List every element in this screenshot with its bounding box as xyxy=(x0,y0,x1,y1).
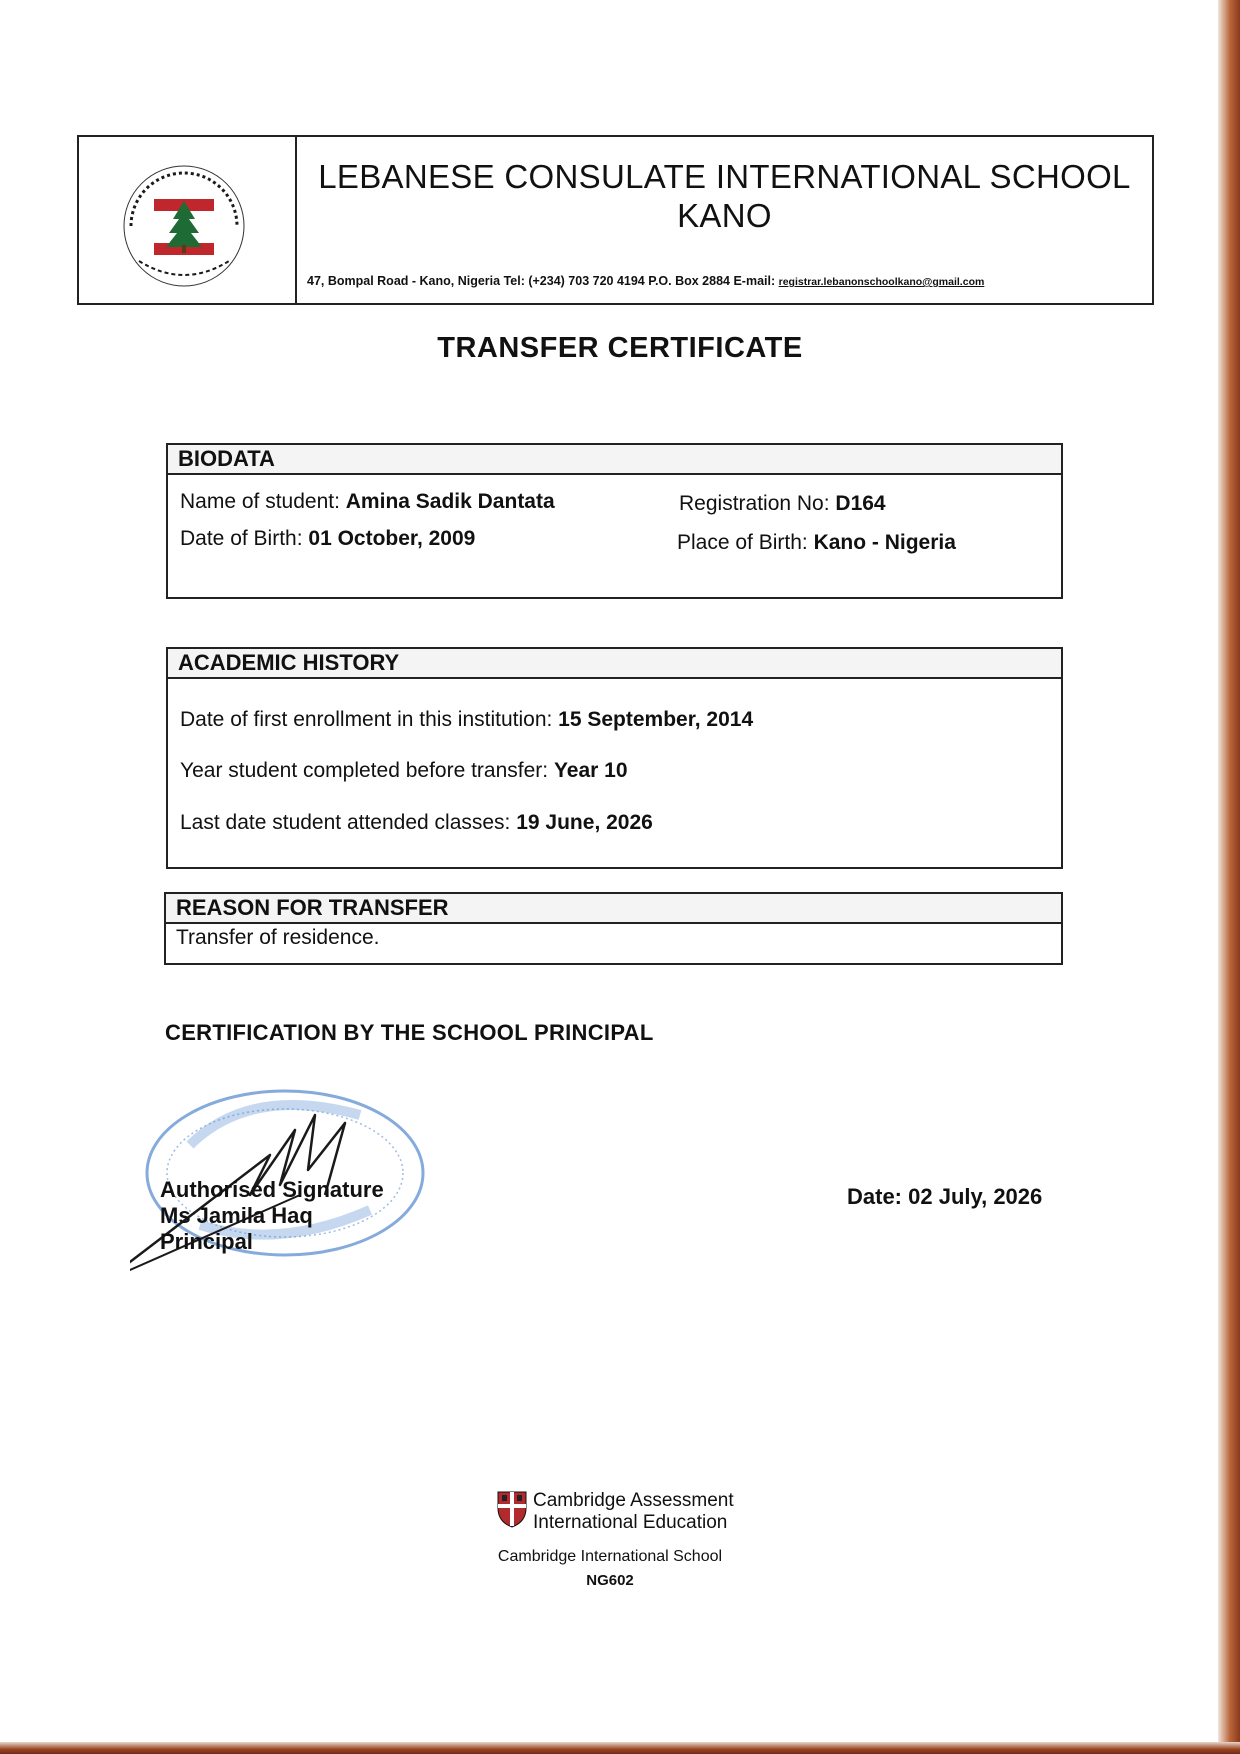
biodata-section xyxy=(166,443,1063,599)
centre-code: NG602 xyxy=(586,1572,634,1589)
document-title: TRANSFER CERTIFICATE xyxy=(437,332,803,364)
school-name-line2: KANO xyxy=(677,197,772,234)
academic-history-section xyxy=(166,647,1063,869)
place-of-birth-value: Kano - Nigeria xyxy=(813,531,956,554)
registration-field xyxy=(679,492,886,516)
letterhead xyxy=(77,135,1154,305)
reason-section xyxy=(164,892,1063,965)
address-text: 47, Bompal Road - Kano, Nigeria Tel: (+234) 703 720 4194 P.O. Box 2884 E-mail: xyxy=(307,274,779,288)
certificate-date xyxy=(847,1184,1042,1210)
reason-heading: REASON FOR TRANSFER xyxy=(166,894,1061,924)
biodata-heading: BIODATA xyxy=(168,445,1061,475)
date-of-birth-field xyxy=(180,527,475,551)
logo-cell xyxy=(79,137,297,303)
scan-edge-right xyxy=(1218,0,1240,1754)
certificate-date-label: Date: xyxy=(847,1184,909,1209)
year-completed-value: Year 10 xyxy=(553,759,628,782)
student-name-label: Name of student: xyxy=(180,490,346,513)
registration-value: D164 xyxy=(835,492,886,515)
school-title-cell xyxy=(297,137,1152,303)
cambridge-shield-icon xyxy=(496,1490,528,1528)
last-attended-value: 19 June, 2026 xyxy=(516,811,653,834)
last-attended-field xyxy=(180,811,653,835)
date-of-birth-label: Date of Birth: xyxy=(180,527,309,550)
student-name-field xyxy=(180,490,555,514)
certification-heading: CERTIFICATION BY THE SCHOOL PRINCIPAL xyxy=(165,1020,654,1045)
principal-title: Principal xyxy=(160,1229,253,1254)
enrollment-date-label: Date of first enrollment in this institution: xyxy=(180,708,559,731)
scan-edge-bottom xyxy=(0,1742,1240,1754)
certificate-date-value: 02 July, 2026 xyxy=(908,1184,1043,1209)
year-completed-label: Year student completed before transfer: xyxy=(180,759,554,782)
student-name-value: Amina Sadik Dantata xyxy=(345,490,555,513)
year-completed-field xyxy=(180,759,628,783)
cambridge-school-type: Cambridge International School xyxy=(497,1548,723,1565)
academic-history-heading: ACADEMIC HISTORY xyxy=(168,649,1061,679)
school-name xyxy=(297,157,1152,235)
place-of-birth-label: Place of Birth: xyxy=(677,531,814,554)
registration-label: Registration No: xyxy=(679,492,836,515)
date-of-birth-value: 01 October, 2009 xyxy=(308,527,476,550)
cambridge-name xyxy=(533,1490,734,1534)
school-name-line1: LEBANESE CONSULATE INTERNATIONAL SCHOOL xyxy=(318,158,1131,195)
enrollment-date-field xyxy=(180,708,753,732)
school-address xyxy=(307,274,1144,288)
reason-text: Transfer of residence. xyxy=(176,926,380,949)
school-logo xyxy=(109,151,259,301)
email-link[interactable]: registrar.lebanonschoolkano@gmail.com xyxy=(778,276,985,288)
principal-name: Ms Jamila Haq xyxy=(160,1203,313,1228)
cambridge-line2: International Education xyxy=(533,1512,728,1533)
enrollment-date-value: 15 September, 2014 xyxy=(558,708,754,731)
signature-label: Authorised Signature xyxy=(160,1177,384,1202)
last-attended-label: Last date student attended classes: xyxy=(180,811,517,834)
cambridge-line1: Cambridge Assessment xyxy=(533,1490,734,1511)
place-of-birth-field xyxy=(677,531,956,555)
signature-block xyxy=(160,1177,384,1255)
